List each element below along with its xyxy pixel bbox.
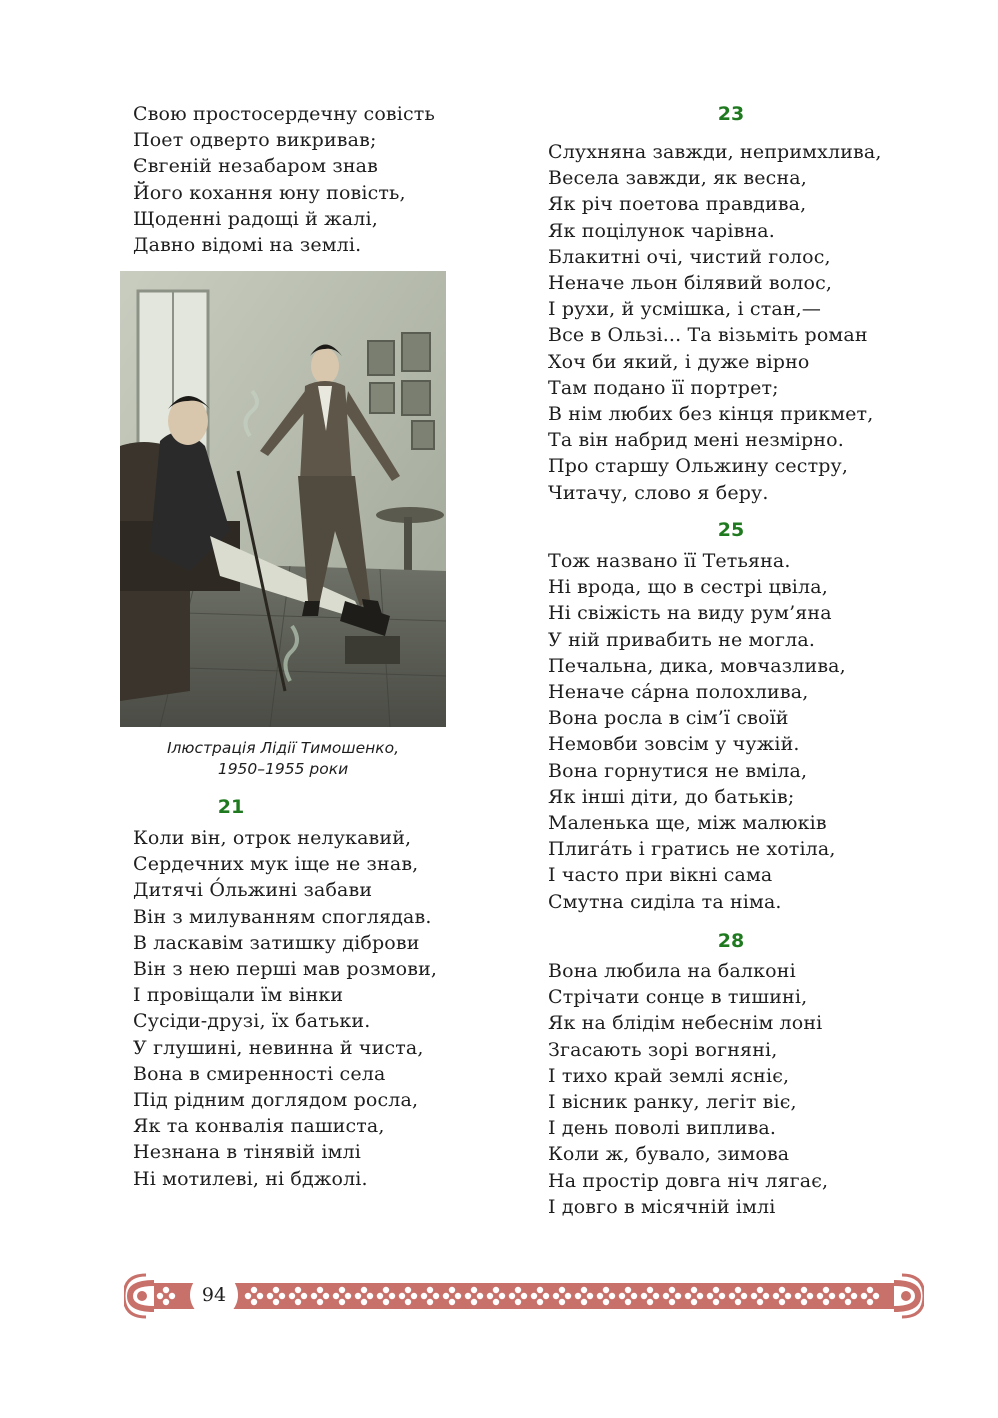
verse-line: І провіщали їм вінки bbox=[133, 984, 344, 1007]
stanza-28-lines bbox=[548, 958, 828, 1220]
verse-line: Євгеній незабаром знав bbox=[133, 155, 379, 178]
verse-line: Печальна, дика, мовчазлива, bbox=[548, 654, 846, 677]
verse-line: І тихо край землі ясніє, bbox=[548, 1064, 790, 1087]
verse-line: Неначе льон білявий волос, bbox=[548, 272, 833, 295]
stanza-number-28: 28 bbox=[717, 930, 745, 952]
verse-line: У глушині, невинна й чиста, bbox=[133, 1036, 424, 1059]
verse-line: Коли ж, бувало, зимова bbox=[548, 1143, 790, 1166]
verse-line: Він з нею перші мав розмови, bbox=[133, 958, 438, 981]
verse-line: Його кохання юну повість, bbox=[133, 181, 406, 204]
verse-line: Слухняна завжди, непримхлива, bbox=[548, 141, 882, 163]
stanza-23-lines bbox=[548, 139, 882, 506]
verse-line: Тож названо її Тетьяна. bbox=[548, 550, 791, 572]
verse-line: Вона росла в сім’ї своїй bbox=[548, 707, 789, 730]
verse-line: Там подано її портрет; bbox=[548, 376, 779, 399]
verse-line: І вісник ранку, легіт віє, bbox=[548, 1091, 797, 1114]
verse-line: Читачу, слово я беру. bbox=[548, 481, 769, 504]
verse-line: Сердечних мук іще не знав, bbox=[133, 853, 419, 876]
verse-line: Та він набрид мені незмірно. bbox=[548, 429, 844, 452]
caption-line-author: Ілюстрація Лідії Тимошенко, bbox=[166, 739, 400, 757]
illustration-image bbox=[120, 271, 446, 727]
verse-line: Ні мотилеві, ні бджолі. bbox=[133, 1167, 368, 1190]
verse-line: Щоденні радощі й жалі, bbox=[133, 207, 378, 230]
verse-line: Весела завжди, як весна, bbox=[548, 167, 807, 190]
verse-line: Все в Ользі... Та візьміть роман bbox=[548, 324, 868, 347]
verse-line: Як інші діти, до батьків; bbox=[548, 785, 795, 808]
verse-line: Хоч би який, і дуже вірно bbox=[548, 350, 810, 373]
verse-line: Як та конвалія пашиста, bbox=[133, 1115, 385, 1138]
verse-line: Вона в смиренності села bbox=[133, 1062, 386, 1085]
verse-line: Згасають зорі вогняні, bbox=[548, 1038, 778, 1061]
verse-line: Про старшу Ольжину сестру, bbox=[548, 455, 849, 478]
verse-line: У ній привабить не могла. bbox=[548, 628, 816, 651]
verse-line: Плига́ть і гратись не хотіла, bbox=[548, 838, 836, 861]
stanza-number-25: 25 bbox=[717, 519, 745, 541]
verse-line: Як поцілунок чарівна. bbox=[548, 219, 775, 242]
verse-line: Як річ поетова правдива, bbox=[548, 193, 807, 216]
verse-line: Свою простосердечну совість bbox=[133, 103, 435, 125]
verse-line: В ласкавім затишку діброви bbox=[133, 931, 420, 954]
verse-line: Немовби зовсім у чужій. bbox=[548, 733, 800, 756]
verse-line: Коли він, отрок нелукавий, bbox=[133, 827, 412, 849]
verse-line: Маленька ще, між малюків bbox=[548, 812, 827, 835]
verse-line: Ні свіжість на виду рум’яна bbox=[548, 602, 832, 625]
verse-line: І день поволі виплива. bbox=[548, 1117, 777, 1140]
illustration-caption bbox=[120, 738, 446, 780]
verse-line: Стрічати сонце в тишині, bbox=[548, 986, 808, 1009]
verse-line: Сусіди-друзі, їх батьки. bbox=[133, 1010, 371, 1033]
verse-line: Вона любила на балконі bbox=[548, 960, 796, 982]
stanza-21-lines bbox=[133, 825, 437, 1192]
verse-line: В нім любих без кінця прикмет, bbox=[548, 403, 874, 426]
verse-line: І довго в місячній імлі bbox=[548, 1195, 776, 1218]
verse-line: Під рідним доглядом росла, bbox=[133, 1089, 419, 1112]
caption-line-years: 1950–1955 роки bbox=[217, 760, 349, 778]
verse-line: Ні врода, що в сестрі цвіла, bbox=[548, 576, 828, 599]
verse-line: Поет одверто викривав; bbox=[133, 129, 377, 152]
verse-line: Він з милуванням споглядав. bbox=[133, 905, 432, 928]
verse-line: І часто при вікні сама bbox=[548, 864, 773, 887]
verse-line: Дитячі О́льжині забави bbox=[133, 879, 373, 902]
verse-line: Незнана в тінявій імлі bbox=[133, 1141, 361, 1164]
opening-verse bbox=[133, 101, 435, 258]
verse-line: Давно відомі на землі. bbox=[133, 234, 362, 257]
verse-line: Вона горнутися не вміла, bbox=[548, 759, 808, 782]
verse-line: І рухи, й усмішка, і стан,— bbox=[548, 298, 822, 321]
stanza-number-21: 21 bbox=[217, 796, 245, 818]
stanza-25-lines bbox=[548, 548, 846, 915]
verse-line: Смутна сиділа та німа. bbox=[548, 890, 782, 913]
verse-line: Блакитні очі, чистий голос, bbox=[548, 245, 831, 268]
footer-ornament bbox=[124, 1265, 924, 1327]
verse-line: Неначе са́рна полохлива, bbox=[548, 681, 809, 704]
verse-line: Як на блідім небеснім лоні bbox=[548, 1012, 823, 1035]
page-number: 94 bbox=[190, 1271, 238, 1319]
stanza-number-23: 23 bbox=[717, 103, 745, 125]
verse-line: На простір довга ніч лягає, bbox=[548, 1169, 829, 1192]
